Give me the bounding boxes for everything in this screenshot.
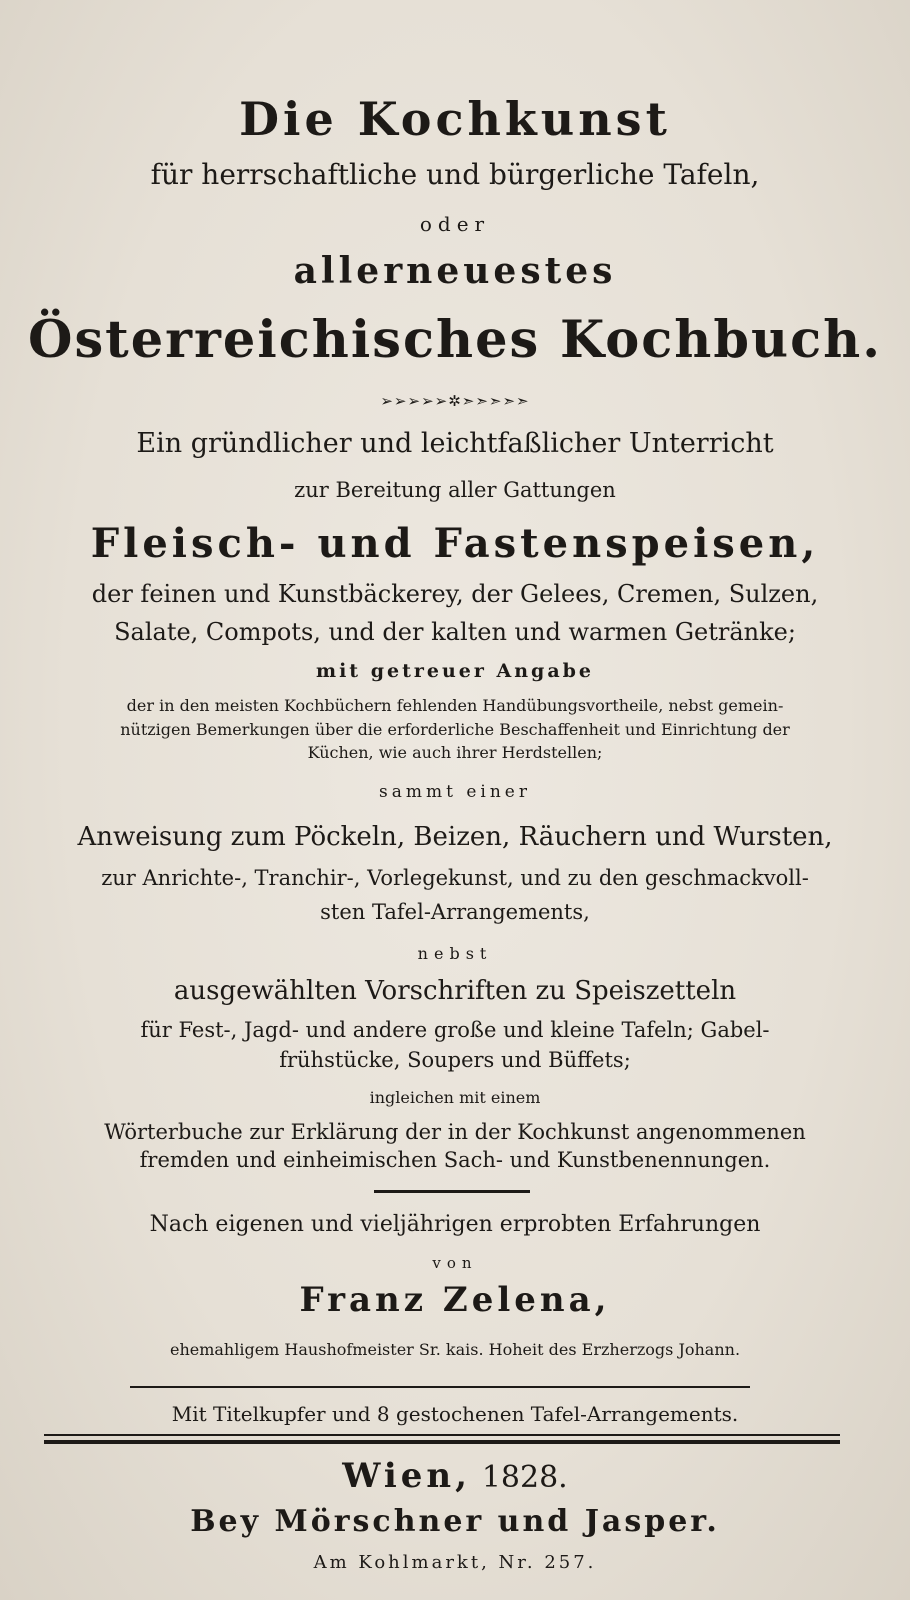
description-line-15: ausgewählten Vorschriften zu Speiszetteln	[173, 976, 737, 1006]
description-heading-fleisch: Fleisch- und Fastenspeisen,	[90, 520, 820, 567]
description-line-19: Wörterbuche zur Erklärung der in der Kochkunst angenommenen	[104, 1120, 806, 1144]
oder-connector: oder	[419, 212, 491, 236]
subtitle-line: für herrschaftliche und bürgerliche Tafeln,	[150, 158, 760, 191]
description-line-14: nebst	[417, 944, 493, 963]
description-line-20: fremden und einheimischen Sach- und Kunstbenennungen.	[139, 1148, 771, 1172]
description-line-4: der feinen und Kunstbäckerey, der Gelees, Cremen, Sulzen,	[91, 580, 819, 608]
book-title: Österreichisches Kochbuch.	[28, 310, 882, 370]
plates-note: Mit Titelkupfer und 8 gestochenen Tafel-Arrangements.	[171, 1402, 739, 1426]
main-title: Die Kochkunst	[239, 92, 671, 146]
imprint-city-year	[0, 1456, 910, 1496]
description-line-8: nützigen Bemerkungen über die erforderliche Beschaffenheit und Einrichtung der	[120, 720, 790, 739]
description-line-2: zur Bereitung aller Gattungen	[294, 478, 616, 502]
description-line-5: Salate, Compots, und der kalten und warmen Getränke;	[114, 618, 796, 646]
description-line-17: frühstücke, Soupers und Büffets;	[279, 1048, 631, 1072]
imprint-address: Am Kohlmarkt, Nr. 257.	[313, 1552, 597, 1573]
description-line-9: Küchen, wie auch ihrer Herdstellen;	[307, 743, 603, 762]
divider-rule	[374, 1190, 530, 1193]
author-position: ehemahligem Haushofmeister Sr. kais. Hoheit des Erzherzogs Johann.	[169, 1340, 741, 1359]
author-name: Franz Zelena,	[299, 1280, 611, 1320]
author-intro: Nach eigenen und vieljährigen erprobten Erfahrungen	[149, 1212, 761, 1237]
imprint-year: 1828.	[481, 1460, 568, 1495]
imprint-publisher: Bey Mörschner und Jasper.	[190, 1504, 720, 1539]
description-line-16: für Fest-, Jagd- und andere große und kleine Tafeln; Gabel-	[140, 1018, 770, 1042]
description-line-11: Anweisung zum Pöckeln, Beizen, Räuchern und Wursten,	[77, 822, 833, 852]
imprint-city: Wien,	[342, 1456, 471, 1496]
description-line-18: ingleichen mit einem	[369, 1088, 541, 1107]
description-line-12: zur Anrichte-, Tranchir-, Vorlegekunst, und zu den geschmackvoll-	[101, 866, 809, 890]
allerneuestes-heading: allerneuestes	[293, 250, 617, 292]
plates-rule	[130, 1386, 750, 1388]
imprint-rule-thick	[44, 1440, 840, 1444]
ornament-divider: ➢➢➢➢➢✲➣➣➣➣➣	[380, 392, 530, 410]
description-line-13: sten Tafel-Arrangements,	[320, 900, 590, 924]
description-line-7: der in den meisten Kochbüchern fehlenden Handübungsvortheile, nebst gemein-	[126, 696, 784, 715]
imprint-rule-thin	[44, 1434, 840, 1436]
author-von: von	[432, 1254, 478, 1272]
description-line-6: mit getreuer Angabe	[315, 660, 594, 682]
description-line-1: Ein gründlicher und leichtfaßlicher Unterricht	[136, 428, 774, 459]
description-line-10: sammt einer	[379, 782, 531, 802]
